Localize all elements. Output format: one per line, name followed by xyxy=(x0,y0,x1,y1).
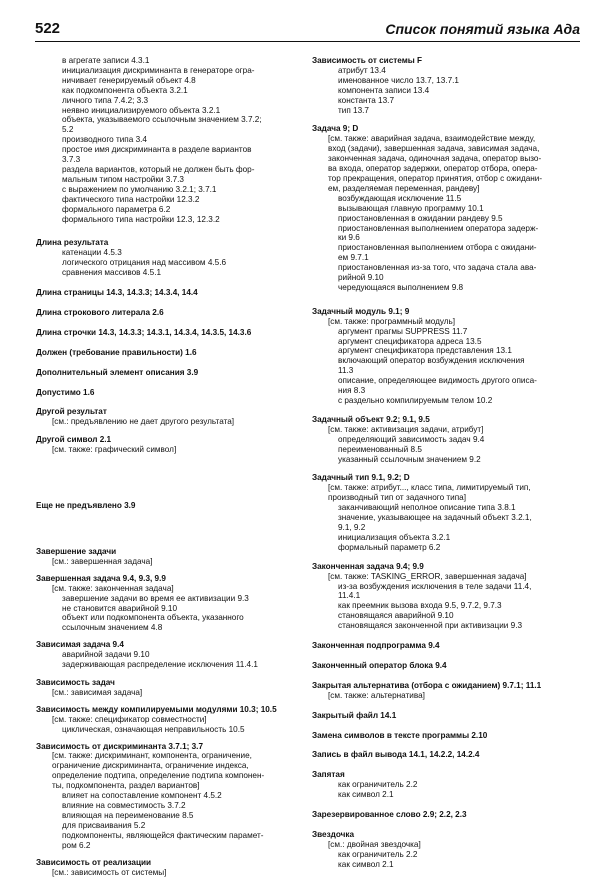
index-heading: Задача 9; D xyxy=(312,124,359,134)
index-subentry: [см. также: спецификатор совместности] xyxy=(52,714,207,724)
index-subentry: определение подтипа, определение подтипа компонен- xyxy=(52,771,265,781)
index-subentry: аргумент прагмы SUPPRESS 11.7 xyxy=(338,326,468,336)
index-subentry: чередующаяся выполнением 9.8 xyxy=(338,282,464,292)
index-subentry: [см. также: законченная задача] xyxy=(52,583,174,593)
index-subentry: влияет на сопоставление компонент 4.5.2 xyxy=(62,791,222,801)
index-heading: Закрытая альтернатива (отбора с ожиданием) 9.7.1; 11.1 xyxy=(312,680,542,690)
index-heading: Другой символ 2.1 xyxy=(36,435,112,445)
index-subentry: аргумент спецификатора представления 13.1 xyxy=(338,346,512,356)
index-heading: Длина страницы 14.3, 14.3.3; 14.3.4, 14.4 xyxy=(36,288,198,298)
index-subentry: для присваивания 5.2 xyxy=(62,820,146,830)
index-subentry: [см. также: TASKING_ERROR, завершенная задача] xyxy=(328,571,527,581)
index-subentry: задерживающая распределение исключения 11.4.1 xyxy=(62,660,258,670)
index-subentry: объекта, указываемого ссылочным значением 3.7.2; xyxy=(62,115,262,125)
index-subentry: [см.: завершенная задача] xyxy=(52,556,153,566)
index-subentry: с выражением по умолчанию 3.2.1; 3.7.1 xyxy=(62,184,217,194)
index-subentry: аварийной задачи 9.10 xyxy=(62,650,150,660)
index-subentry: влияющая на переименование 8.5 xyxy=(62,810,194,820)
index-subentry: простое имя дискриминанта в разделе вариантов xyxy=(62,145,252,155)
index-subentry: [см. также: активизация задачи, атрибут] xyxy=(328,424,484,434)
index-heading: Должен (требование правильности) 1.6 xyxy=(36,347,197,357)
index-heading: Дополнительный элемент описания 3.9 xyxy=(36,367,199,377)
index-subentry: как символ 2.1 xyxy=(338,790,394,800)
index-subentry: ром 6.2 xyxy=(62,840,91,850)
index-subentry: [см.: предъявлению не дает другого результата] xyxy=(52,417,235,427)
index-subentry: [см.: зависимость от системы] xyxy=(52,868,167,878)
index-heading: Зависимость между компилируемыми модулями 10.3; 10.5 xyxy=(36,704,277,714)
index-heading: Задачный объект 9.2; 9.1, 9.5 xyxy=(312,414,430,424)
index-subentry: ем 9.7.1 xyxy=(338,253,369,263)
index-subentry: логического отрицания над массивом 4.5.6 xyxy=(62,258,227,268)
index-subentry: рийной 9.10 xyxy=(338,273,384,283)
index-subentry: формального параметра 6.2 xyxy=(62,204,171,214)
index-subentry: раздела вариантов, который не должен быть фор- xyxy=(62,164,255,174)
index-subentry: [см. также: альтернатива] xyxy=(328,690,425,700)
index-subentry: как символ 2.1 xyxy=(338,859,394,869)
left-column xyxy=(36,56,292,878)
index-subentry: не становится аварийной 9.10 xyxy=(62,603,178,613)
index-heading: Длина строчки 14.3, 14.3.3; 14.3.1, 14.3.4, 14.3.5, 14.3.6 xyxy=(36,327,252,337)
running-title: Список понятий языка Ада xyxy=(385,21,580,37)
index-subentry: становящаяся аварийной 9.10 xyxy=(338,611,454,621)
index-subentry: ничивает генерируемый объект 4.8 xyxy=(62,75,196,85)
index-subentry: 11.4.1 xyxy=(338,591,361,601)
index-subentry: возбуждающая исключение 11.5 xyxy=(338,193,462,203)
index-heading: Законченный оператор блока 9.4 xyxy=(312,660,447,670)
index-subentry: атрибут 13.4 xyxy=(338,65,386,75)
index-heading: Закрытый файл 14.1 xyxy=(312,710,397,720)
index-subentry: [см.: зависимая задача] xyxy=(52,687,143,697)
index-subentry: ограничение дискриминанта, ограничение индекса, xyxy=(52,761,249,771)
index-subentry: вход (задачи), завершенная задача, зависимая задача, xyxy=(328,144,540,154)
index-subentry: влияние на совместимость 3.7.2 xyxy=(62,800,186,810)
index-subentry: тор прекращения, оператор принятия, отбор с ожидани- xyxy=(328,173,543,183)
index-heading: Законченная подпрограмма 9.4 xyxy=(312,641,440,651)
index-subentry: как ограничитель 2.2 xyxy=(338,780,418,790)
index-subentry: приостановленная из-за того, что задача стала ава- xyxy=(338,263,537,273)
index-heading: Зависимость от реализации xyxy=(36,858,152,868)
page-number: 522 xyxy=(35,20,61,37)
index-subentry: указанный ссылочным значением 9.2 xyxy=(338,454,481,464)
index-subentry: 11.3 xyxy=(338,366,354,376)
index-subentry: приостановленная выполнением отбора с ожидани- xyxy=(338,243,537,253)
index-subentry: из-за возбуждения исключения в теле задачи 11.4, xyxy=(338,581,532,591)
index-subentry: завершение задачи во время ее активизации 9.3 xyxy=(62,593,249,603)
index-heading: Зарезервированное слово 2.9; 2.2, 2.3 xyxy=(312,810,467,820)
index-heading: Запятая xyxy=(312,770,345,780)
index-subentry: переименованный 8.5 xyxy=(338,444,422,454)
index-subentry: константа 13.7 xyxy=(338,95,394,105)
index-subentry: катенации 4.5.3 xyxy=(62,248,122,258)
index-subentry: личного типа 7.4.2; 3.3 xyxy=(62,95,149,105)
index-subentry: именованное число 13.7, 13.7.1 xyxy=(338,75,459,85)
index-subentry: производный тип от задачного типа] xyxy=(328,493,466,503)
index-subentry: приостановленная в ожидании рандеву 9.5 xyxy=(338,213,503,223)
index-subentry: законченная задача, одиночная задача, оператор вызо- xyxy=(328,154,542,164)
index-subentry: включающий оператор возбуждения исключения xyxy=(338,356,525,366)
index-subentry: фактического типа настройки 12.3.2 xyxy=(62,194,200,204)
index-subentry: как подкомпонента объекта 3.2.1 xyxy=(62,85,188,95)
index-heading: Зависимость от дискриминанта 3.7.1; 3.7 xyxy=(36,741,204,751)
index-heading: Длина результата xyxy=(36,238,109,248)
index-subentry: в агрегате записи 4.3.1 xyxy=(62,56,150,65)
index-heading: Допустимо 1.6 xyxy=(36,387,95,397)
index-subentry: становящаяся законченной при активизации 9.3 xyxy=(338,621,523,631)
index-subentry: заканчивающий неполное описание типа 3.8.1 xyxy=(338,503,516,513)
index-subentry: [см. также: дискриминант, компонента, ограничение, xyxy=(52,751,252,761)
index-subentry: [см.: двойная звездочка] xyxy=(328,839,421,849)
index-subentry: значение, указывающее на задачный объект 3.2.1, xyxy=(338,513,532,523)
index-subentry: приостановленная выполнением оператора задерж- xyxy=(338,223,539,233)
index-subentry: сравнения массивов 4.5.1 xyxy=(62,268,162,278)
index-heading: Еще не предъявлено 3.9 xyxy=(36,501,136,511)
index-heading: Зависимость от системы F xyxy=(312,56,423,65)
index-subentry: формального типа настройки 12.3, 12.3.2 xyxy=(62,214,220,224)
index-subentry: формальный параметр 6.2 xyxy=(338,542,441,552)
index-subentry: тип 13.7 xyxy=(338,105,369,115)
index-heading: Задачный тип 9.1, 9.2; D xyxy=(312,473,410,483)
index-subentry: ния 8.3 xyxy=(338,386,366,396)
index-subentry: 9.1, 9.2 xyxy=(338,522,366,532)
index-subentry: производного типа 3.4 xyxy=(62,135,147,145)
index-subentry: [см. также: графический символ] xyxy=(52,445,177,455)
index-subentry: ты, подкомпонента, раздел вариантов] xyxy=(52,781,200,791)
index-subentry: компонента записи 13.4 xyxy=(338,85,430,95)
index-subentry: ки 9.6 xyxy=(338,233,360,243)
index-heading: Законченная задача 9.4; 9.9 xyxy=(312,561,424,571)
index-subentry: 3.7.3 xyxy=(62,155,81,165)
index-subentry: ва входа, оператор задержки, оператор отбора, опера- xyxy=(328,164,538,174)
index-heading: Завершенная задача 9.4, 9.3, 9.9 xyxy=(36,573,166,583)
right-column xyxy=(312,56,582,870)
index-subentry: [см. также: программный модуль] xyxy=(328,316,456,326)
index-heading: Длина строкового литерала 2.6 xyxy=(36,307,164,317)
index-subentry: определяющий зависимость задач 9.4 xyxy=(338,434,485,444)
index-heading: Задачный модуль 9.1; 9 xyxy=(312,306,410,316)
index-subentry: с раздельно компилируемым телом 10.2 xyxy=(338,396,493,405)
index-heading: Замена символов в тексте программы 2.10 xyxy=(312,730,488,740)
index-subentry: ссылочным значением 4.8 xyxy=(62,623,163,633)
index-subentry: как ограничитель 2.2 xyxy=(338,849,418,859)
index-heading: Завершение задачи xyxy=(36,547,117,556)
index-heading: Звездочка xyxy=(312,830,355,839)
index-subentry: инициализация объекта 3.2.1 xyxy=(338,532,451,542)
index-subentry: инициализация дискриминанта в генераторе огра- xyxy=(62,65,255,75)
index-heading: Другой результат xyxy=(36,407,107,417)
page-header xyxy=(35,20,580,42)
index-subentry: неявно инициализируемого объекта 3.2.1 xyxy=(62,105,221,115)
index-subentry: 5.2 xyxy=(62,125,74,135)
index-subentry: описание, определяющее видимость другого описа- xyxy=(338,376,537,386)
index-subentry: подкомпоненты, являющейся фактическим парамет- xyxy=(62,830,264,840)
index-subentry: ем, разделяемая переменная, рандеву] xyxy=(328,183,480,193)
index-heading: Запись в файл вывода 14.1, 14.2.2, 14.2.4 xyxy=(312,750,480,760)
index-subentry: объект или подкомпонента объекта, указанного xyxy=(62,613,244,623)
index-subentry: [см. также: атрибут..., класс типа, лимитируемый тип, xyxy=(328,483,531,493)
index-subentry: мальным типом настройки 3.7.3 xyxy=(62,174,184,184)
index-subentry: аргумент спецификатора адреса 13.5 xyxy=(338,336,482,346)
index-subentry: вызывающая главную программу 10.1 xyxy=(338,203,484,213)
index-subentry: как преемник вызова входа 9.5, 9.7.2, 9.7.3 xyxy=(338,601,502,611)
index-subentry: [см. также: аварийная задача, взаимодействие между, xyxy=(328,134,536,144)
index-heading: Зависимая задача 9.4 xyxy=(36,640,124,650)
index-heading: Зависимость задач xyxy=(36,677,115,687)
index-subentry: циклическая, означающая неправильность 10.5 xyxy=(62,724,245,734)
